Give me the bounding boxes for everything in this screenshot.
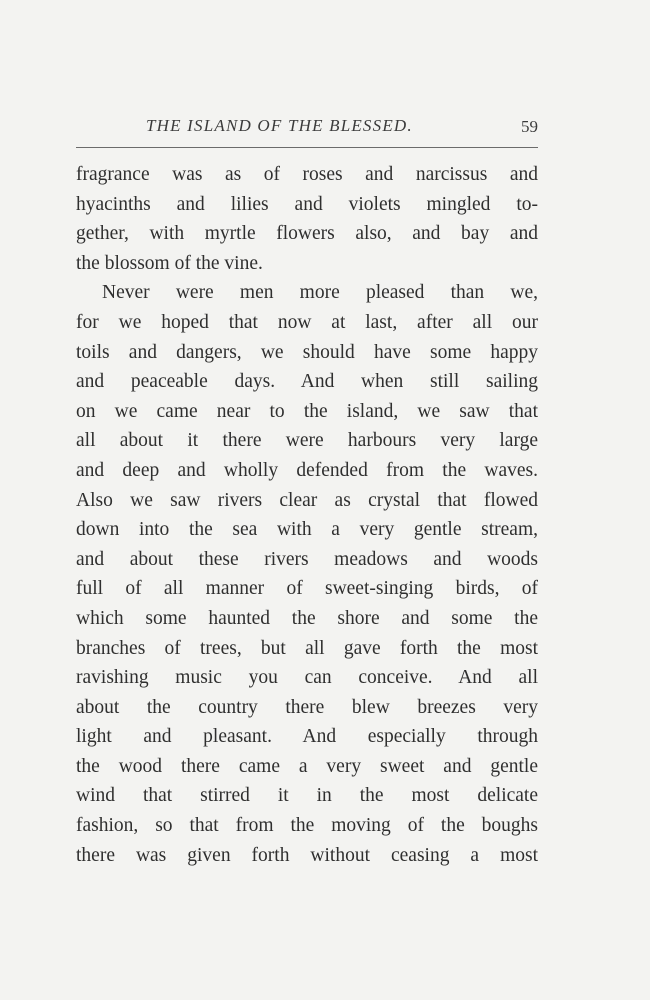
text-line: the blossom of the vine. [76,252,263,274]
page-number: 59 [521,117,538,136]
text-line: ravishing music you can conceive. And all [76,667,538,689]
text-line: there was given forth without ceasing a most [76,844,538,866]
text-line: for we hoped that now at last, after all our [76,311,538,333]
text-line: and about these rivers meadows and woods [76,548,538,570]
text-line: branches of trees, but all gave forth the most [76,637,538,659]
text-line: Never were men more pleased than we, [102,282,538,304]
text-line: light and pleasant. And especially through [76,726,538,748]
text-line: full of all manner of sweet-singing birds, of [76,578,538,600]
running-title: THE ISLAND OF THE BLESSED. [146,116,413,135]
text-line: which some haunted the shore and some the [76,607,538,629]
text-line: and deep and wholly defended from the waves. [76,459,538,481]
text-line: and peaceable days. And when still sailing [76,371,538,393]
text-line: gether, with myrtle flowers also, and bay and [76,223,538,245]
body-text [76,160,538,870]
text-line: about the country there blew breezes very [76,696,538,718]
text-line: fashion, so that from the moving of the boughs [76,815,538,837]
text-line: Also we saw rivers clear as crystal that flowed [76,489,538,511]
text-line: hyacinths and lilies and violets mingled to- [76,193,538,215]
text-line: wind that stirred it in the most delicate [76,785,538,807]
text-line: on we came near to the island, we saw that [76,400,538,422]
text-line: fragrance was as of roses and narcissus and [76,164,538,185]
header-rule [76,147,538,148]
text-line: down into the sea with a very gentle stream, [76,519,538,541]
text-line: all about it there were harbours very large [76,430,538,452]
page-header [146,116,546,144]
text-line: the wood there came a very sweet and gentle [76,755,538,777]
text-line: toils and dangers, we should have some happy [76,341,538,363]
